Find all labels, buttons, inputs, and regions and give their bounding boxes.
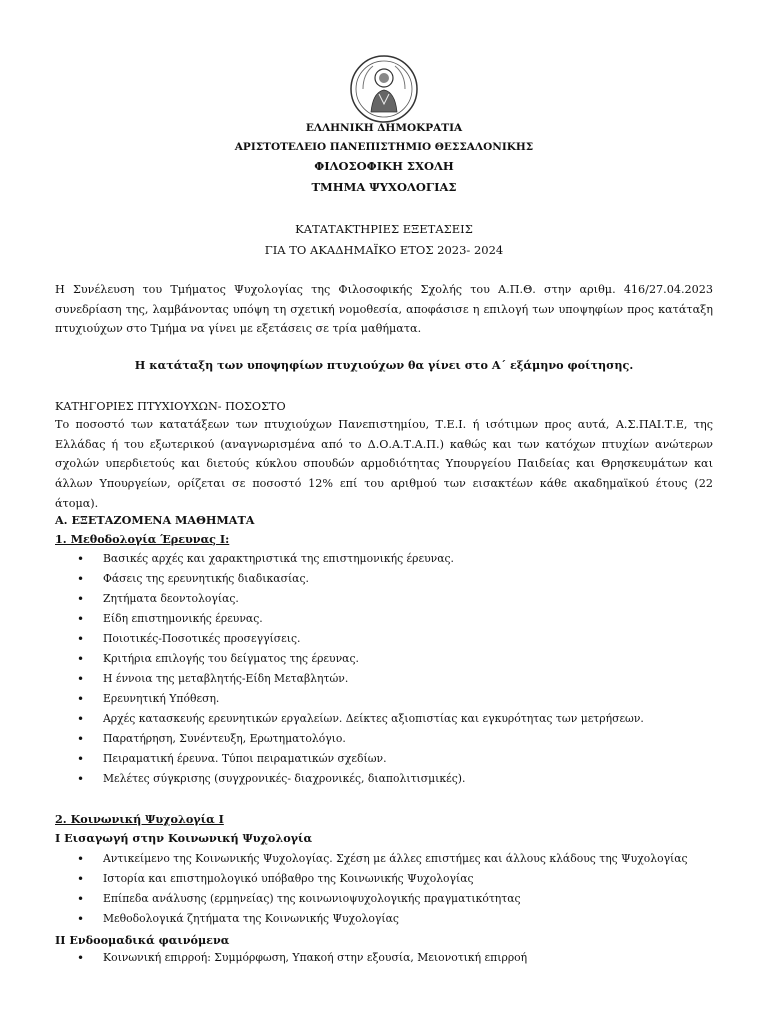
list-item [55,849,688,869]
bullet-icon: • [77,552,85,566]
header-country: ΕΛΛΗΝΙΚΗ ΔΗΜΟΚΡΑΤΙΑ [305,122,463,134]
list-item [55,589,644,609]
list-item-text: Ποιοτικές-Ποσοτικές προσεγγίσεις. [103,632,301,645]
bullet-icon: • [77,852,85,866]
bullet-icon: • [77,912,85,926]
categories-heading: ΚΑΤΗΓΟΡΙΕΣ ΠΤΥΧΙΟΥΧΩΝ- ΠΟΣΟΣΤΟ [55,400,286,413]
course2-sub2-title: ΙΙ Ενδοομαδικά φαινόμενα [55,933,230,947]
placement-note: Η κατάταξη των υποψηφίων πτυχιούχων θα γίνει στο Α΄ εξάμηνο φοίτησης. [134,358,634,372]
section-a-heading: Α. ΕΞΕΤΑΖΟΜΕΝΑ ΜΑΘΗΜΑΤΑ [55,513,255,527]
list-item [55,609,644,629]
list-item [55,889,688,909]
list-item [55,909,688,929]
bullet-icon: • [77,612,85,626]
categories-paragraph: Το ποσοστό των κατατάξεων των πτυχιούχων Πανεπιστημίου, Τ.Ε.Ι. ή ισότιμων προς αυτά, Α.Σ.ΠΑΙ.Τ.Ε, της Ελλάδας ή του εξωτερικού (αναγνωρισμένα από το Δ.Ο.Α.Τ.Α.Π.) καθώς και των κατόχων πτυχίων ανώτερων σχολών υπερδιετούς και διετούς κύκλου σπουδών αρμοδιότητας Υπουργείου Παιδείας και Θρησκευμάτων και άλλων Υπουργείων, ορίζεται σε ποσοστό 12% επί του αριθμού των εισακτέων κάθε ακαδημαϊκού έτους (22 άτομα). [55,418,713,510]
bullet-icon: • [77,892,85,906]
list-item [55,689,644,709]
header-department: ΤΜΗΜΑ ΨΥΧΟΛΟΓΙΑΣ [311,180,457,194]
bullet-icon: • [77,772,85,786]
list-item-text: Παρατήρηση, Συνέντευξη, Ερωτηματολόγιο. [103,732,346,745]
list-item [55,948,527,968]
list-item-text: Μελέτες σύγκρισης (συγχρονικές- διαχρονικές, διαπολιτισμικές). [103,772,466,785]
list-item-text: Είδη επιστημονικής έρευνας. [103,612,263,625]
list-item-text: Ερευνητική Υπόθεση. [103,692,220,705]
list-item [55,769,644,789]
list-item [55,569,644,589]
course2-sub1-title: Ι Εισαγωγή στην Κοινωνική Ψυχολογία [55,831,313,845]
bullet-icon: • [77,632,85,646]
list-item-text: Αντικείμενο της Κοινωνικής Ψυχολογίας. Σχέση με άλλες επιστήμες και άλλους κλάδους της Ψυχολογίας [103,852,688,865]
header-school: ΦΙΛΟΣΟΦΙΚΗ ΣΧΟΛΗ [314,159,454,173]
list-item [55,549,644,569]
list-item-text: Αρχές κατασκευής ερευνητικών εργαλείων. Δείκτες αξιοπιστίας και εγκυρότητας των μετρήσεων. [103,712,644,725]
bullet-icon: • [77,951,85,965]
course2-title: 2. Κοινωνική Ψυχολογία Ι [55,812,224,826]
list-item-text: Φάσεις της ερευνητικής διαδικασίας. [103,572,309,585]
list-item [55,709,644,729]
course2-sub2-list [55,948,527,968]
bullet-icon: • [77,732,85,746]
list-item-text: Ιστορία και επιστημολογικό υπόβαθρο της Κοινωνικής Ψυχολογίας [103,872,474,885]
list-item-text: Κριτήρια επιλογής του δείγματος της έρευνας. [103,652,359,665]
bullet-icon: • [77,692,85,706]
bullet-icon: • [77,752,85,766]
intro-paragraph: Η Συνέλευση του Τμήματος Ψυχολογίας της Φιλοσοφικής Σχολής του Α.Π.Θ. στην αριθμ. 416/27.04.2023 συνεδρίαση της, λαμβάνοντας υπόψη τη σχετική νομοθεσία, αποφάσισε η επιλογή των υποψηφίων προς κατάταξη πτυχιούχων στο Τμήμα να γίνει με εξετάσεις σε τρία μαθήματα. [55,283,713,336]
doc-title: ΚΑΤΑΤΑΚΤΗΡΙΕΣ ΕΞΕΤΑΣΕΙΣ [295,222,473,236]
course2-sub1-list [55,849,688,929]
list-item-text: Μεθοδολογικά ζητήματα της Κοινωνικής Ψυχολογίας [103,912,399,925]
list-item-text: Κοινωνική επιρροή: Συμμόρφωση, Υπακοή στην εξουσία, Μειονοτική επιρροή [103,951,528,964]
course1-title: 1. Μεθοδολογία Έρευνας Ι: [55,532,230,546]
bullet-icon: • [77,572,85,586]
list-item [55,869,688,889]
list-item [55,629,644,649]
list-item [55,729,644,749]
list-item [55,649,644,669]
bullet-icon: • [77,712,85,726]
list-item [55,749,644,769]
list-item-text: Η έννοια της μεταβλητής-Είδη Μεταβλητών. [103,672,349,685]
header-university: ΑΡΙΣΤΟΤΕΛΕΙΟ ΠΑΝΕΠΙΣΤΗΜΙΟ ΘΕΣΣΑΛΟΝΙΚΗΣ [234,141,534,153]
university-seal-logo [349,54,419,124]
doc-subtitle: ΓΙΑ ΤΟ ΑΚΑΔΗΜΑΪΚΟ ΕΤΟΣ 2023- 2024 [264,243,504,257]
bullet-icon: • [77,592,85,606]
list-item-text: Επίπεδα ανάλυσης (ερμηνείας) της κοινωνιοψυχολογικής πραγματικότητας [103,892,521,905]
list-item-text: Βασικές αρχές και χαρακτηριστικά της επιστημονικής έρευνας. [103,552,454,565]
bullet-icon: • [77,672,85,686]
bullet-icon: • [77,872,85,886]
bullet-icon: • [77,652,85,666]
list-item-text: Πειραματική έρευνα. Τύποι πειραματικών σχεδίων. [103,752,387,765]
list-item [55,669,644,689]
list-item-text: Ζητήματα δεοντολογίας. [103,592,239,605]
course1-topic-list [55,549,644,789]
